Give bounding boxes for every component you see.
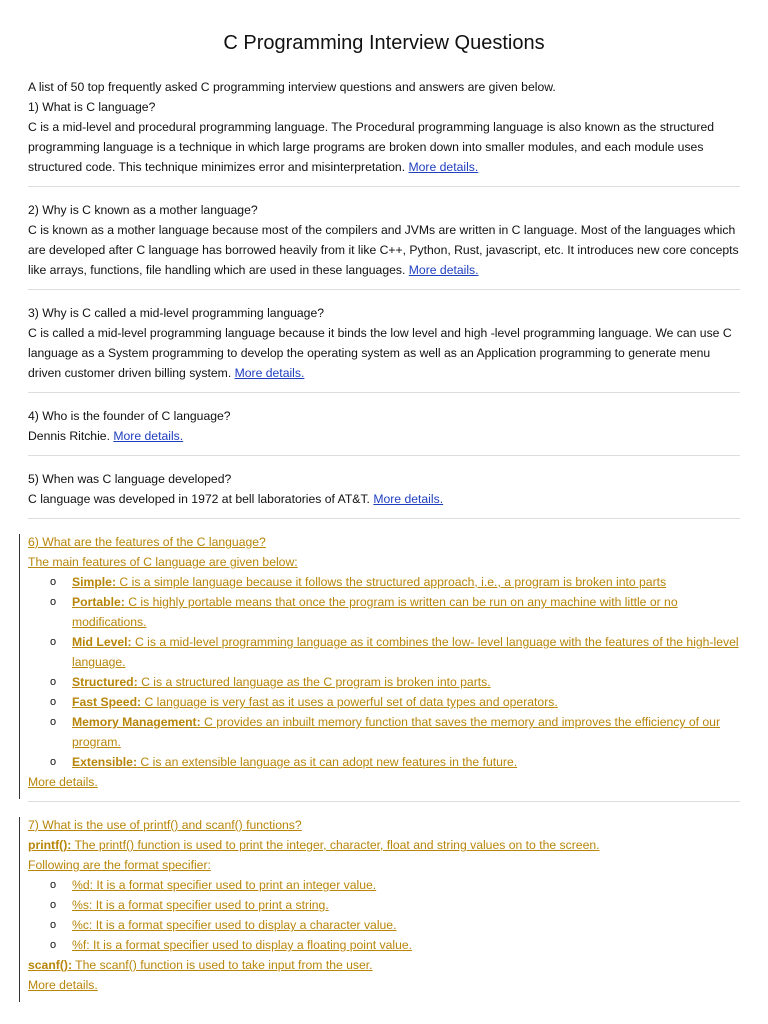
answer-5 [28, 489, 740, 509]
section-q1 [28, 77, 740, 187]
question-6: 6) What are the features of the C language? [28, 535, 266, 549]
feature-text: C is a simple language because it follows the structured approach, i.e., a program is broken into parts [116, 575, 667, 589]
feature-term: Memory Management: [72, 715, 201, 729]
answer-5-text: C language was developed in 1972 at bell laboratories of AT&T. [28, 492, 370, 506]
page-title: C Programming Interview Questions [223, 32, 545, 54]
more-details-link-7[interactable]: More details. [28, 978, 98, 992]
intro-text: A list of 50 top frequently asked C programming interview questions and answers are given below. [28, 80, 556, 94]
list-item [50, 632, 740, 672]
answer-4 [28, 426, 740, 446]
list-item: o %s: It is a format specifier used to print a string. [50, 895, 740, 915]
question-4: 4) Who is the founder of C language? [28, 409, 231, 423]
features-list [28, 572, 740, 772]
feature-term: Simple: [72, 575, 117, 589]
list-item [50, 672, 740, 692]
feature-text: C is a structured language as the C program is broken into parts. [137, 675, 491, 689]
question-7: 7) What is the use of printf() and scanf() functions? [28, 818, 302, 832]
answer-3-text: C is called a mid-level programming language because it binds the low level and high -level programming language. We can use C language as a System programming to develop the operating system as well as an Application programming to generate menu driven customer driven billing system. [28, 326, 732, 380]
section-q6 [28, 532, 740, 802]
section-q2 [28, 200, 740, 290]
question-3: 3) Why is C called a mid-level programming language? [28, 306, 325, 320]
answer-2-text: C is known as a mother language because most of the compilers and JVMs are written in C language. Most of the languages which are developed after C language has borrowed heavily from it like C++, Python, Rust, javascript, etc. It introduces new core concepts like arrays, functions, file handling which are used in these languages. [28, 223, 739, 277]
feature-term: Portable: [72, 595, 125, 609]
question-1: 1) What is C language? [28, 100, 156, 114]
scanf-term: scanf(): [28, 958, 73, 972]
more-details-link-3[interactable]: More details. [234, 366, 305, 380]
scanf-text: The scanf() function is used to take input from the user. [72, 958, 373, 972]
list-item [50, 692, 740, 712]
list-item: o %f: It is a format specifier used to display a floating point value. [50, 935, 740, 955]
feature-text: C is highly portable means that once the program is written can be run on any machine with little or no modifications. [72, 595, 678, 629]
answer-1 [28, 117, 740, 177]
list-item [50, 752, 740, 772]
question-5: 5) When was C language developed? [28, 472, 232, 486]
list-item [50, 572, 740, 592]
list-item [50, 712, 740, 752]
more-details-link-6[interactable]: More details. [28, 775, 98, 789]
feature-term: Structured: [72, 675, 138, 689]
scanf-description [28, 955, 740, 975]
format-list [28, 875, 740, 955]
list-item: o %d: It is a format specifier used to print an integer value. [50, 875, 740, 895]
more-details-link-2[interactable]: More details. [408, 263, 479, 277]
printf-term: printf(): [28, 838, 72, 852]
more-details-link-4[interactable]: More details. [113, 429, 184, 443]
question-2: 2) Why is C known as a mother language? [28, 203, 258, 217]
feature-term: Mid Level: [72, 635, 132, 649]
more-details-link-5[interactable]: More details. [373, 492, 444, 506]
list-item: o %c: It is a format specifier used to display a character value. [50, 915, 740, 935]
printf-text: The printf() function is used to print the integer, character, float and string values on to the screen. [71, 838, 600, 852]
section-q5 [28, 469, 740, 519]
feature-text: C is a mid-level programming language as it combines the low- level language with the features of the high-level language. [72, 635, 739, 669]
list-item [50, 592, 740, 632]
printf-description [28, 835, 740, 855]
section-q4 [28, 406, 740, 456]
answer-4-text: Dennis Ritchie. [28, 429, 110, 443]
answer-1-text: C is a mid-level and procedural programming language. The Procedural programming language is also known as the structured programming language is a technique in which large programs are broken down into smaller modules, and each module uses structured code. This technique minimizes error and misinterpretation. [28, 120, 715, 174]
format-lead: Following are the format specifier: [28, 858, 211, 872]
more-details-link-1[interactable]: More details. [408, 160, 479, 174]
feature-text: C language is very fast as it uses a powerful set of data types and operators. [141, 695, 558, 709]
answer-2 [28, 220, 740, 280]
section-q3 [28, 303, 740, 393]
feature-text: C provides an inbuilt memory function that saves the memory and improves the efficiency of our program. [72, 715, 721, 749]
feature-term: Extensible: [72, 755, 138, 769]
features-lead: The main features of C language are given below: [28, 555, 298, 569]
section-q7 [28, 815, 740, 1004]
answer-3 [28, 323, 740, 383]
feature-text: C is an extensible language as it can adopt new features in the future. [137, 755, 518, 769]
feature-term: Fast Speed: [72, 695, 142, 709]
